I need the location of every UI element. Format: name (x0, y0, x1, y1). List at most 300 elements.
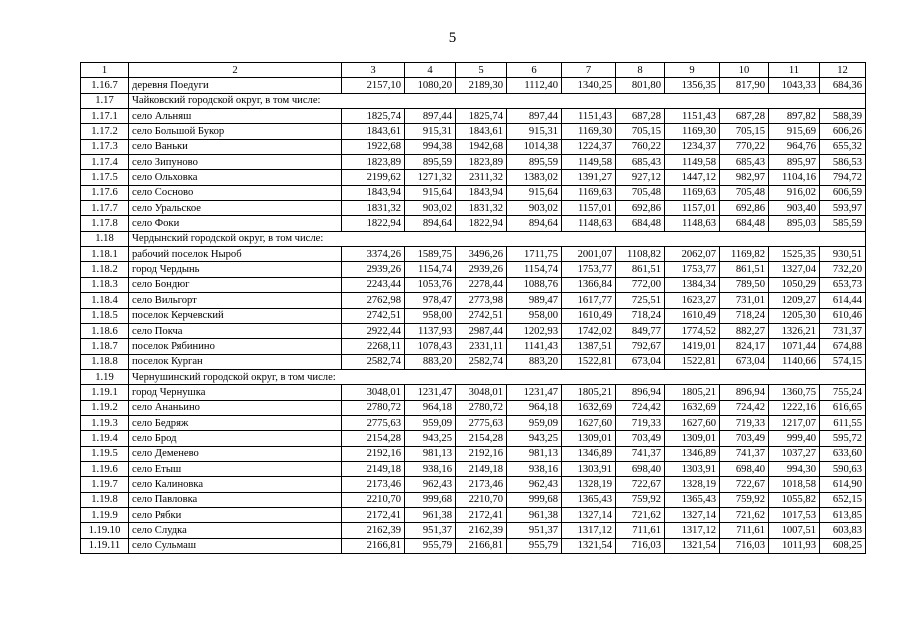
table-row (81, 385, 866, 400)
value-cell: 1366,84 (562, 277, 616, 292)
row-number: 1.18.1 (81, 247, 129, 262)
table-row (81, 293, 866, 308)
value-cell: 978,47 (405, 293, 456, 308)
value-cell: 1088,76 (507, 277, 562, 292)
value-cell: 719,33 (616, 415, 665, 430)
value-cell: 705,15 (720, 124, 769, 139)
value-cell: 1141,43 (507, 339, 562, 354)
value-cell: 895,59 (405, 155, 456, 170)
value-cell: 2172,41 (456, 507, 507, 522)
value-cell: 725,51 (616, 293, 665, 308)
value-cell: 982,97 (720, 170, 769, 185)
value-cell: 2154,28 (342, 431, 405, 446)
value-cell: 930,51 (820, 247, 866, 262)
settlement-name: село Павловка (129, 492, 342, 507)
table-row (81, 477, 866, 492)
settlement-name: село Ваньки (129, 139, 342, 154)
value-cell: 716,03 (616, 538, 665, 553)
value-cell: 2173,46 (456, 477, 507, 492)
value-cell: 2742,51 (456, 308, 507, 323)
value-cell: 2189,30 (456, 78, 507, 93)
value-cell: 2775,63 (456, 415, 507, 430)
value-cell: 759,92 (720, 492, 769, 507)
value-cell: 614,44 (820, 293, 866, 308)
value-cell: 824,17 (720, 339, 769, 354)
value-cell: 732,20 (820, 262, 866, 277)
value-cell: 1011,93 (769, 538, 820, 553)
value-cell: 1050,29 (769, 277, 820, 292)
settlement-name: село Сульмаш (129, 538, 342, 553)
value-cell: 1346,89 (665, 446, 720, 461)
value-cell: 2773,98 (456, 293, 507, 308)
group-row (81, 93, 866, 108)
value-cell: 1326,21 (769, 323, 820, 338)
settlement-name: село Зипуново (129, 155, 342, 170)
value-cell: 722,67 (616, 477, 665, 492)
value-cell: 2775,63 (342, 415, 405, 430)
value-cell: 789,50 (720, 277, 769, 292)
row-number: 1.17.6 (81, 185, 129, 200)
settlement-name: село Ольховка (129, 170, 342, 185)
value-cell: 1942,68 (456, 139, 507, 154)
value-cell: 894,64 (507, 216, 562, 231)
value-cell: 1447,12 (665, 170, 720, 185)
value-cell: 1831,32 (456, 201, 507, 216)
value-cell: 999,40 (769, 431, 820, 446)
table-row (81, 507, 866, 522)
value-cell: 1317,12 (665, 523, 720, 538)
value-cell: 2199,62 (342, 170, 405, 185)
value-cell: 1922,68 (342, 139, 405, 154)
row-number: 1.16.7 (81, 78, 129, 93)
value-cell: 718,24 (616, 308, 665, 323)
group-title: Чердынский городской округ, в том числе: (129, 231, 866, 246)
value-cell: 1309,01 (665, 431, 720, 446)
value-cell: 633,60 (820, 446, 866, 461)
value-cell: 999,68 (405, 492, 456, 507)
value-cell: 962,43 (507, 477, 562, 492)
value-cell: 2268,11 (342, 339, 405, 354)
value-cell: 1154,74 (507, 262, 562, 277)
value-cell: 2278,44 (456, 277, 507, 292)
value-cell: 724,42 (616, 400, 665, 415)
value-cell: 1419,01 (665, 339, 720, 354)
row-number: 1.17.1 (81, 109, 129, 124)
value-cell: 1209,27 (769, 293, 820, 308)
value-cell: 721,62 (616, 507, 665, 522)
value-cell: 903,40 (769, 201, 820, 216)
row-number: 1.17.8 (81, 216, 129, 231)
row-number: 1.19.5 (81, 446, 129, 461)
value-cell: 1346,89 (562, 446, 616, 461)
value-cell: 718,24 (720, 308, 769, 323)
value-cell: 1014,38 (507, 139, 562, 154)
table-row (81, 354, 866, 369)
value-cell: 2192,16 (342, 446, 405, 461)
value-cell: 915,31 (405, 124, 456, 139)
value-cell: 1234,37 (665, 139, 720, 154)
table-row (81, 400, 866, 415)
value-cell: 2582,74 (456, 354, 507, 369)
value-cell: 2062,07 (665, 247, 720, 262)
value-cell: 703,49 (616, 431, 665, 446)
value-cell: 2149,18 (342, 461, 405, 476)
row-number: 1.19.8 (81, 492, 129, 507)
value-cell: 2939,26 (342, 262, 405, 277)
value-cell: 684,36 (820, 78, 866, 93)
value-cell: 1169,63 (562, 185, 616, 200)
value-cell: 2243,44 (342, 277, 405, 292)
value-cell: 652,15 (820, 492, 866, 507)
value-cell: 883,20 (507, 354, 562, 369)
settlement-name: село Ананьино (129, 400, 342, 415)
row-number: 1.17.5 (81, 170, 129, 185)
value-cell: 2780,72 (456, 400, 507, 415)
group-title: Чайковский городской округ, в том числе: (129, 93, 866, 108)
settlement-name: город Чернушка (129, 385, 342, 400)
column-header: 1 (81, 63, 129, 78)
row-number: 1.19.4 (81, 431, 129, 446)
value-cell: 2311,32 (456, 170, 507, 185)
value-cell: 955,79 (405, 538, 456, 553)
value-cell: 1148,63 (665, 216, 720, 231)
value-cell: 896,94 (720, 385, 769, 400)
table-header-row (81, 63, 866, 78)
value-cell: 1309,01 (562, 431, 616, 446)
settlement-name: село Брод (129, 431, 342, 446)
value-cell: 760,22 (616, 139, 665, 154)
value-cell: 2166,81 (342, 538, 405, 553)
row-number: 1.19.9 (81, 507, 129, 522)
value-cell: 989,47 (507, 293, 562, 308)
value-cell: 964,76 (769, 139, 820, 154)
value-cell: 916,02 (769, 185, 820, 200)
settlement-name: село Рябки (129, 507, 342, 522)
table-row (81, 78, 866, 93)
value-cell: 585,59 (820, 216, 866, 231)
value-cell: 588,39 (820, 109, 866, 124)
row-number: 1.19.3 (81, 415, 129, 430)
value-cell: 1157,01 (562, 201, 616, 216)
column-header: 4 (405, 63, 456, 78)
value-cell: 2210,70 (342, 492, 405, 507)
value-cell: 938,16 (405, 461, 456, 476)
value-cell: 1610,49 (665, 308, 720, 323)
value-cell: 721,62 (720, 507, 769, 522)
settlement-name: город Чердынь (129, 262, 342, 277)
settlement-name: село Альняш (129, 109, 342, 124)
row-number: 1.19.11 (81, 538, 129, 553)
value-cell: 1525,35 (769, 247, 820, 262)
value-cell: 3496,26 (456, 247, 507, 262)
table-row (81, 277, 866, 292)
table-row (81, 431, 866, 446)
column-header: 10 (720, 63, 769, 78)
value-cell: 586,53 (820, 155, 866, 170)
row-number: 1.18.8 (81, 354, 129, 369)
value-cell: 722,67 (720, 477, 769, 492)
value-cell: 1805,21 (665, 385, 720, 400)
value-cell: 613,85 (820, 507, 866, 522)
value-cell: 1774,52 (665, 323, 720, 338)
value-cell: 955,79 (507, 538, 562, 553)
table-row (81, 308, 866, 323)
value-cell: 981,13 (507, 446, 562, 461)
value-cell: 1327,14 (562, 507, 616, 522)
value-cell: 698,40 (616, 461, 665, 476)
value-cell: 3374,26 (342, 247, 405, 262)
table-row (81, 262, 866, 277)
value-cell: 1169,63 (665, 185, 720, 200)
row-number: 1.18.5 (81, 308, 129, 323)
row-number: 1.17.7 (81, 201, 129, 216)
value-cell: 1822,94 (342, 216, 405, 231)
value-cell: 1169,30 (665, 124, 720, 139)
value-cell: 1617,77 (562, 293, 616, 308)
value-cell: 741,37 (616, 446, 665, 461)
value-cell: 1007,51 (769, 523, 820, 538)
value-cell: 1217,07 (769, 415, 820, 430)
value-cell: 1365,43 (562, 492, 616, 507)
value-cell: 2742,51 (342, 308, 405, 323)
value-cell: 1303,91 (665, 461, 720, 476)
value-cell: 2001,07 (562, 247, 616, 262)
value-cell: 687,28 (720, 109, 769, 124)
settlement-name: село Калиновка (129, 477, 342, 492)
value-cell: 603,83 (820, 523, 866, 538)
value-cell: 964,18 (405, 400, 456, 415)
value-cell: 2154,28 (456, 431, 507, 446)
value-cell: 653,73 (820, 277, 866, 292)
value-cell: 1303,91 (562, 461, 616, 476)
value-cell: 687,28 (616, 109, 665, 124)
value-cell: 951,37 (405, 523, 456, 538)
table-row (81, 139, 866, 154)
value-cell: 2762,98 (342, 293, 405, 308)
value-cell: 1321,54 (562, 538, 616, 553)
value-cell: 772,00 (616, 277, 665, 292)
value-cell: 1627,60 (665, 415, 720, 430)
value-cell: 1742,02 (562, 323, 616, 338)
table-row (81, 538, 866, 553)
value-cell: 705,48 (720, 185, 769, 200)
value-cell: 1610,49 (562, 308, 616, 323)
value-cell: 1383,02 (507, 170, 562, 185)
value-cell: 684,48 (616, 216, 665, 231)
value-cell: 2162,39 (456, 523, 507, 538)
value-cell: 1365,43 (665, 492, 720, 507)
table-row (81, 446, 866, 461)
value-cell: 849,77 (616, 323, 665, 338)
value-cell: 608,25 (820, 538, 866, 553)
value-cell: 716,03 (720, 538, 769, 553)
value-cell: 1823,89 (342, 155, 405, 170)
value-cell: 894,64 (405, 216, 456, 231)
value-cell: 1148,63 (562, 216, 616, 231)
value-cell: 792,67 (616, 339, 665, 354)
value-cell: 593,97 (820, 201, 866, 216)
value-cell: 755,24 (820, 385, 866, 400)
table-row (81, 323, 866, 338)
table-row (81, 523, 866, 538)
value-cell: 1327,14 (665, 507, 720, 522)
value-cell: 897,82 (769, 109, 820, 124)
value-cell: 927,12 (616, 170, 665, 185)
column-header: 2 (129, 63, 342, 78)
value-cell: 1055,82 (769, 492, 820, 507)
value-cell: 1140,66 (769, 354, 820, 369)
group-title: Чернушинский городской округ, в том числе: (129, 369, 866, 384)
value-cell: 1522,81 (562, 354, 616, 369)
value-cell: 731,01 (720, 293, 769, 308)
value-cell: 1222,16 (769, 400, 820, 415)
table-row (81, 247, 866, 262)
settlement-name: поселок Керчевский (129, 308, 342, 323)
value-cell: 817,90 (720, 78, 769, 93)
value-cell: 897,44 (405, 109, 456, 124)
value-cell: 1825,74 (456, 109, 507, 124)
value-cell: 574,15 (820, 354, 866, 369)
value-cell: 959,09 (405, 415, 456, 430)
value-cell: 897,44 (507, 109, 562, 124)
value-cell: 961,38 (507, 507, 562, 522)
column-header: 7 (562, 63, 616, 78)
value-cell: 590,63 (820, 461, 866, 476)
value-cell: 1356,35 (665, 78, 720, 93)
value-cell: 770,22 (720, 139, 769, 154)
value-cell: 896,94 (616, 385, 665, 400)
settlement-name: деревня Поедуги (129, 78, 342, 93)
row-number: 1.17 (81, 93, 129, 108)
value-cell: 1632,69 (665, 400, 720, 415)
value-cell: 1328,19 (665, 477, 720, 492)
table-row (81, 339, 866, 354)
value-cell: 999,68 (507, 492, 562, 507)
settlement-name: село Слудка (129, 523, 342, 538)
value-cell: 616,65 (820, 400, 866, 415)
settlement-name: село Бондюг (129, 277, 342, 292)
value-cell: 994,38 (405, 139, 456, 154)
value-cell: 1340,25 (562, 78, 616, 93)
value-cell: 1080,20 (405, 78, 456, 93)
value-cell: 673,04 (616, 354, 665, 369)
value-cell: 705,15 (616, 124, 665, 139)
value-cell: 2162,39 (342, 523, 405, 538)
settlement-name: поселок Курган (129, 354, 342, 369)
value-cell: 895,03 (769, 216, 820, 231)
settlement-name: село Вильгорт (129, 293, 342, 308)
settlement-name: село Фоки (129, 216, 342, 231)
value-cell: 1384,34 (665, 277, 720, 292)
group-row (81, 231, 866, 246)
value-cell: 943,25 (405, 431, 456, 446)
settlement-name: село Етыш (129, 461, 342, 476)
value-cell: 794,72 (820, 170, 866, 185)
value-cell: 1843,61 (342, 124, 405, 139)
value-cell: 962,43 (405, 477, 456, 492)
value-cell: 698,40 (720, 461, 769, 476)
value-cell: 915,64 (405, 185, 456, 200)
value-cell: 2582,74 (342, 354, 405, 369)
table-row (81, 461, 866, 476)
row-number: 1.18 (81, 231, 129, 246)
value-cell: 1112,40 (507, 78, 562, 93)
value-cell: 674,88 (820, 339, 866, 354)
row-number: 1.17.3 (81, 139, 129, 154)
value-cell: 692,86 (720, 201, 769, 216)
value-cell: 1317,12 (562, 523, 616, 538)
row-number: 1.19.7 (81, 477, 129, 492)
value-cell: 1822,94 (456, 216, 507, 231)
value-cell: 2922,44 (342, 323, 405, 338)
value-cell: 1149,58 (562, 155, 616, 170)
value-cell: 994,30 (769, 461, 820, 476)
value-cell: 958,00 (507, 308, 562, 323)
table-row (81, 415, 866, 430)
value-cell: 614,90 (820, 477, 866, 492)
value-cell: 1018,58 (769, 477, 820, 492)
table-row (81, 170, 866, 185)
column-header: 3 (342, 63, 405, 78)
value-cell: 1151,43 (562, 109, 616, 124)
settlement-name: село Сосново (129, 185, 342, 200)
value-cell: 1169,82 (720, 247, 769, 262)
value-cell: 861,51 (720, 262, 769, 277)
table-row (81, 216, 866, 231)
value-cell: 2173,46 (342, 477, 405, 492)
value-cell: 1328,19 (562, 477, 616, 492)
value-cell: 1805,21 (562, 385, 616, 400)
value-cell: 915,69 (769, 124, 820, 139)
value-cell: 961,38 (405, 507, 456, 522)
row-number: 1.17.4 (81, 155, 129, 170)
group-row (81, 369, 866, 384)
value-cell: 1843,94 (342, 185, 405, 200)
value-cell: 1154,74 (405, 262, 456, 277)
value-cell: 1522,81 (665, 354, 720, 369)
value-cell: 759,92 (616, 492, 665, 507)
value-cell: 2149,18 (456, 461, 507, 476)
value-cell: 685,43 (720, 155, 769, 170)
value-cell: 895,97 (769, 155, 820, 170)
row-number: 1.18.4 (81, 293, 129, 308)
settlement-name: рабочий поселок Ныроб (129, 247, 342, 262)
row-number: 1.18.7 (81, 339, 129, 354)
value-cell: 2987,44 (456, 323, 507, 338)
settlement-name: село Уральское (129, 201, 342, 216)
row-number: 1.19.2 (81, 400, 129, 415)
value-cell: 1224,37 (562, 139, 616, 154)
value-cell: 1151,43 (665, 109, 720, 124)
value-cell: 1205,30 (769, 308, 820, 323)
settlement-name: село Большой Букор (129, 124, 342, 139)
value-cell: 611,55 (820, 415, 866, 430)
settlement-name: поселок Рябинино (129, 339, 342, 354)
column-header: 5 (456, 63, 507, 78)
value-cell: 692,86 (616, 201, 665, 216)
row-number: 1.19 (81, 369, 129, 384)
value-cell: 1327,04 (769, 262, 820, 277)
value-cell: 1043,33 (769, 78, 820, 93)
value-cell: 883,20 (405, 354, 456, 369)
value-cell: 703,49 (720, 431, 769, 446)
row-number: 1.19.6 (81, 461, 129, 476)
value-cell: 1753,77 (562, 262, 616, 277)
settlement-name: село Деменево (129, 446, 342, 461)
value-cell: 2210,70 (456, 492, 507, 507)
value-cell: 1137,93 (405, 323, 456, 338)
value-cell: 2166,81 (456, 538, 507, 553)
